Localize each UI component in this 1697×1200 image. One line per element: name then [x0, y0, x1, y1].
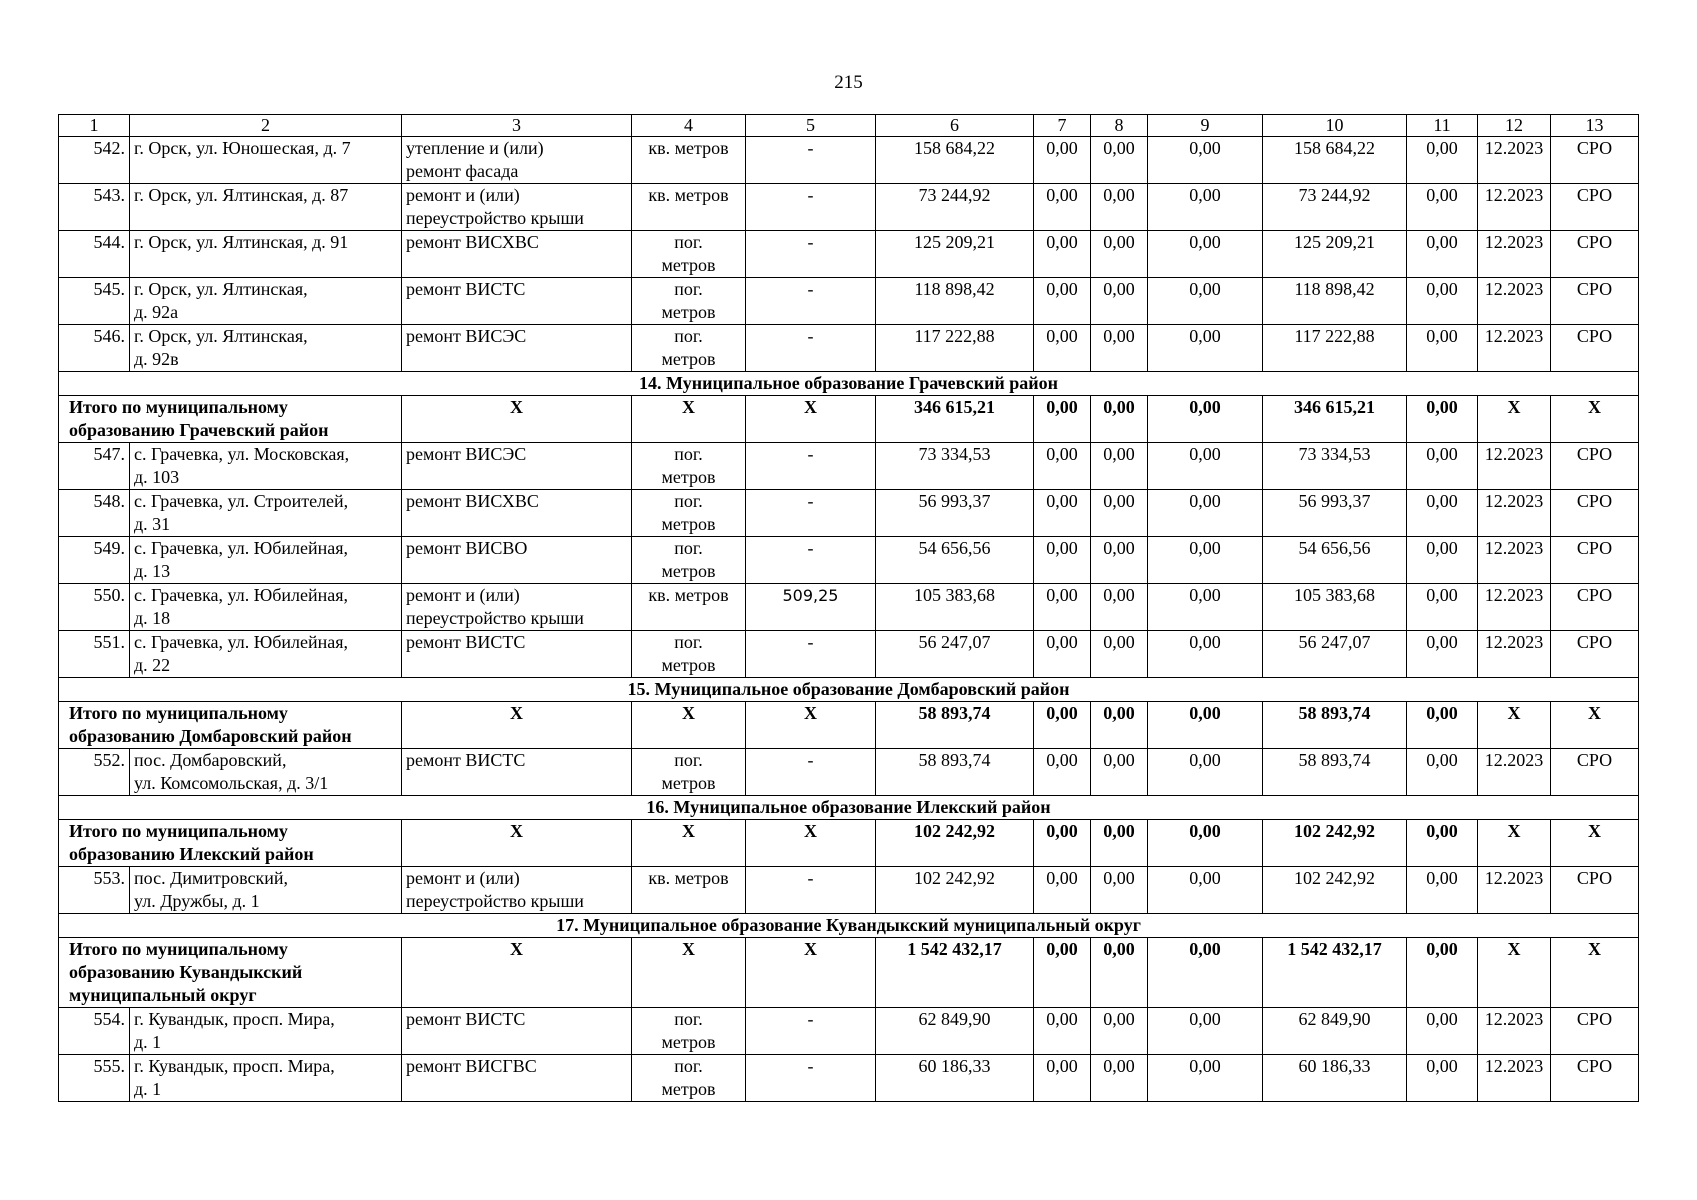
- col7-cell: 0,00: [1034, 231, 1091, 278]
- col8-cell: 0,00: [1091, 443, 1148, 490]
- col10-cell: 117 222,88: [1263, 325, 1407, 372]
- col10-cell: 118 898,42: [1263, 278, 1407, 325]
- table-row: [59, 184, 1639, 231]
- section-header-row: [59, 678, 1639, 702]
- subtotal-label: Итого по муниципальному образованию Илекский район: [59, 820, 402, 867]
- total-cost-cell: 58 893,74: [876, 749, 1034, 796]
- address-cell: г. Орск, ул. Ялтинская, д. 87: [130, 184, 402, 231]
- completion-date-cell: 12.2023: [1478, 1008, 1551, 1055]
- column-header: 4: [632, 115, 746, 137]
- work-type-cell: ремонт ВИСТС: [402, 1008, 632, 1055]
- work-type-cell: ремонт ВИСЭС: [402, 325, 632, 372]
- col7-cell: 0,00: [1034, 1055, 1091, 1102]
- subtotal-col11: 0,00: [1407, 396, 1478, 443]
- subtotal-label: Итого по муниципальному образованию Грачевский район: [59, 396, 402, 443]
- quantity-cell: -: [746, 867, 876, 914]
- col8-cell: 0,00: [1091, 537, 1148, 584]
- address-cell: с. Грачевка, ул. Юбилейная, д. 13: [130, 537, 402, 584]
- total-cost-cell: 54 656,56: [876, 537, 1034, 584]
- subtotal-col10: 1 542 432,17: [1263, 938, 1407, 1008]
- row-number: 542.: [59, 137, 130, 184]
- subtotal-col5: Х: [746, 938, 876, 1008]
- col8-cell: 0,00: [1091, 184, 1148, 231]
- col9-cell: 0,00: [1148, 231, 1263, 278]
- col7-cell: 0,00: [1034, 137, 1091, 184]
- method-cell: СРО: [1551, 278, 1639, 325]
- subtotal-row: [59, 938, 1639, 1008]
- col9-cell: 0,00: [1148, 584, 1263, 631]
- table-body: [59, 115, 1639, 1102]
- section-title: 17. Муниципальное образование Кувандыкский муниципальный округ: [59, 914, 1639, 938]
- subtotal-col10: 58 893,74: [1263, 702, 1407, 749]
- address-cell: с. Грачевка, ул. Юбилейная, д. 22: [130, 631, 402, 678]
- total-cost-cell: 158 684,22: [876, 137, 1034, 184]
- col11-cell: 0,00: [1407, 443, 1478, 490]
- subtotal-col11: 0,00: [1407, 820, 1478, 867]
- col11-cell: 0,00: [1407, 537, 1478, 584]
- row-number: 548.: [59, 490, 130, 537]
- work-type-cell: ремонт и (или) переустройство крыши: [402, 584, 632, 631]
- column-header: 11: [1407, 115, 1478, 137]
- column-header: 5: [746, 115, 876, 137]
- subtotal-cost: 58 893,74: [876, 702, 1034, 749]
- quantity-cell: -: [746, 443, 876, 490]
- registry-table: [58, 114, 1639, 1102]
- quantity-cell: -: [746, 631, 876, 678]
- completion-date-cell: 12.2023: [1478, 537, 1551, 584]
- subtotal-col12: Х: [1478, 702, 1551, 749]
- unit-cell: кв. метров: [632, 184, 746, 231]
- row-number: 551.: [59, 631, 130, 678]
- subtotal-col10: 346 615,21: [1263, 396, 1407, 443]
- subtotal-label: Итого по муниципальному образованию Кувандыкский муниципальный округ: [59, 938, 402, 1008]
- table-row: [59, 537, 1639, 584]
- col7-cell: 0,00: [1034, 278, 1091, 325]
- method-cell: СРО: [1551, 584, 1639, 631]
- column-header: 12: [1478, 115, 1551, 137]
- total-cost-cell: 102 242,92: [876, 867, 1034, 914]
- quantity-cell: 509,25: [746, 584, 876, 631]
- work-type-cell: ремонт ВИСХВС: [402, 490, 632, 537]
- subtotal-col13: Х: [1551, 820, 1639, 867]
- col8-cell: 0,00: [1091, 749, 1148, 796]
- method-cell: СРО: [1551, 184, 1639, 231]
- method-cell: СРО: [1551, 325, 1639, 372]
- address-cell: г. Орск, ул. Ялтинская, д. 91: [130, 231, 402, 278]
- completion-date-cell: 12.2023: [1478, 184, 1551, 231]
- col11-cell: 0,00: [1407, 631, 1478, 678]
- subtotal-col7: 0,00: [1034, 938, 1091, 1008]
- total-cost-cell: 118 898,42: [876, 278, 1034, 325]
- column-header: 2: [130, 115, 402, 137]
- col7-cell: 0,00: [1034, 490, 1091, 537]
- method-cell: СРО: [1551, 867, 1639, 914]
- col11-cell: 0,00: [1407, 325, 1478, 372]
- col9-cell: 0,00: [1148, 490, 1263, 537]
- address-cell: г. Кувандык, просп. Мира, д. 1: [130, 1055, 402, 1102]
- total-cost-cell: 62 849,90: [876, 1008, 1034, 1055]
- total-cost-cell: 56 247,07: [876, 631, 1034, 678]
- completion-date-cell: 12.2023: [1478, 584, 1551, 631]
- row-number: 549.: [59, 537, 130, 584]
- method-cell: СРО: [1551, 1055, 1639, 1102]
- row-number: 552.: [59, 749, 130, 796]
- col7-cell: 0,00: [1034, 443, 1091, 490]
- subtotal-cost: 346 615,21: [876, 396, 1034, 443]
- row-number: 544.: [59, 231, 130, 278]
- work-type-cell: ремонт ВИСТС: [402, 631, 632, 678]
- subtotal-col10: 102 242,92: [1263, 820, 1407, 867]
- total-cost-cell: 73 244,92: [876, 184, 1034, 231]
- subtotal-col4: Х: [632, 396, 746, 443]
- col7-cell: 0,00: [1034, 1008, 1091, 1055]
- subtotal-cost: 1 542 432,17: [876, 938, 1034, 1008]
- col10-cell: 73 334,53: [1263, 443, 1407, 490]
- subtotal-col8: 0,00: [1091, 820, 1148, 867]
- quantity-cell: -: [746, 278, 876, 325]
- subtotal-col5: Х: [746, 396, 876, 443]
- subtotal-col3: Х: [402, 820, 632, 867]
- column-number-header-row: [59, 115, 1639, 137]
- col10-cell: 56 993,37: [1263, 490, 1407, 537]
- col10-cell: 56 247,07: [1263, 631, 1407, 678]
- section-title: 14. Муниципальное образование Грачевский район: [59, 372, 1639, 396]
- subtotal-col9: 0,00: [1148, 938, 1263, 1008]
- completion-date-cell: 12.2023: [1478, 490, 1551, 537]
- subtotal-col13: Х: [1551, 938, 1639, 1008]
- work-type-cell: ремонт и (или) переустройство крыши: [402, 867, 632, 914]
- unit-cell: пог. метров: [632, 631, 746, 678]
- total-cost-cell: 60 186,33: [876, 1055, 1034, 1102]
- unit-cell: пог. метров: [632, 1008, 746, 1055]
- col8-cell: 0,00: [1091, 631, 1148, 678]
- unit-cell: пог. метров: [632, 490, 746, 537]
- subtotal-col3: Х: [402, 702, 632, 749]
- work-type-cell: ремонт ВИСТС: [402, 278, 632, 325]
- completion-date-cell: 12.2023: [1478, 749, 1551, 796]
- table-row: [59, 1055, 1639, 1102]
- quantity-cell: -: [746, 137, 876, 184]
- col7-cell: 0,00: [1034, 325, 1091, 372]
- page-number: 215: [834, 72, 863, 93]
- col9-cell: 0,00: [1148, 1055, 1263, 1102]
- address-cell: с. Грачевка, ул. Строителей, д. 31: [130, 490, 402, 537]
- subtotal-col3: Х: [402, 938, 632, 1008]
- address-cell: г. Орск, ул. Ялтинская, д. 92в: [130, 325, 402, 372]
- col9-cell: 0,00: [1148, 867, 1263, 914]
- subtotal-col13: Х: [1551, 396, 1639, 443]
- col10-cell: 105 383,68: [1263, 584, 1407, 631]
- col10-cell: 62 849,90: [1263, 1008, 1407, 1055]
- subtotal-col8: 0,00: [1091, 938, 1148, 1008]
- col10-cell: 54 656,56: [1263, 537, 1407, 584]
- subtotal-col8: 0,00: [1091, 396, 1148, 443]
- column-header: 9: [1148, 115, 1263, 137]
- subtotal-col9: 0,00: [1148, 702, 1263, 749]
- total-cost-cell: 56 993,37: [876, 490, 1034, 537]
- subtotal-col7: 0,00: [1034, 702, 1091, 749]
- col8-cell: 0,00: [1091, 584, 1148, 631]
- completion-date-cell: 12.2023: [1478, 1055, 1551, 1102]
- col11-cell: 0,00: [1407, 137, 1478, 184]
- total-cost-cell: 125 209,21: [876, 231, 1034, 278]
- unit-cell: пог. метров: [632, 231, 746, 278]
- col9-cell: 0,00: [1148, 537, 1263, 584]
- col10-cell: 158 684,22: [1263, 137, 1407, 184]
- column-header: 1: [59, 115, 130, 137]
- table-row: [59, 443, 1639, 490]
- row-number: 550.: [59, 584, 130, 631]
- row-number: 555.: [59, 1055, 130, 1102]
- quantity-cell: -: [746, 184, 876, 231]
- address-cell: пос. Димитровский, ул. Дружбы, д. 1: [130, 867, 402, 914]
- table-row: [59, 867, 1639, 914]
- quantity-cell: -: [746, 1008, 876, 1055]
- col8-cell: 0,00: [1091, 137, 1148, 184]
- subtotal-col4: Х: [632, 702, 746, 749]
- unit-cell: кв. метров: [632, 867, 746, 914]
- unit-cell: пог. метров: [632, 749, 746, 796]
- col7-cell: 0,00: [1034, 184, 1091, 231]
- column-header: 13: [1551, 115, 1639, 137]
- completion-date-cell: 12.2023: [1478, 325, 1551, 372]
- column-header: 10: [1263, 115, 1407, 137]
- table-row: [59, 231, 1639, 278]
- col11-cell: 0,00: [1407, 867, 1478, 914]
- completion-date-cell: 12.2023: [1478, 867, 1551, 914]
- col9-cell: 0,00: [1148, 325, 1263, 372]
- col10-cell: 60 186,33: [1263, 1055, 1407, 1102]
- subtotal-col4: Х: [632, 938, 746, 1008]
- col7-cell: 0,00: [1034, 867, 1091, 914]
- col9-cell: 0,00: [1148, 184, 1263, 231]
- subtotal-label: Итого по муниципальному образованию Домбаровский район: [59, 702, 402, 749]
- completion-date-cell: 12.2023: [1478, 443, 1551, 490]
- subtotal-col9: 0,00: [1148, 820, 1263, 867]
- method-cell: СРО: [1551, 631, 1639, 678]
- col11-cell: 0,00: [1407, 1008, 1478, 1055]
- quantity-cell: -: [746, 231, 876, 278]
- subtotal-col11: 0,00: [1407, 938, 1478, 1008]
- method-cell: СРО: [1551, 537, 1639, 584]
- table-row: [59, 137, 1639, 184]
- subtotal-col5: Х: [746, 702, 876, 749]
- unit-cell: кв. метров: [632, 137, 746, 184]
- col8-cell: 0,00: [1091, 490, 1148, 537]
- work-type-cell: ремонт ВИСТС: [402, 749, 632, 796]
- col11-cell: 0,00: [1407, 278, 1478, 325]
- table-row: [59, 1008, 1639, 1055]
- work-type-cell: утепление и (или) ремонт фасада: [402, 137, 632, 184]
- subtotal-col8: 0,00: [1091, 702, 1148, 749]
- col10-cell: 102 242,92: [1263, 867, 1407, 914]
- row-number: 546.: [59, 325, 130, 372]
- work-type-cell: ремонт ВИСВО: [402, 537, 632, 584]
- subtotal-col3: Х: [402, 396, 632, 443]
- method-cell: СРО: [1551, 231, 1639, 278]
- section-header-row: [59, 372, 1639, 396]
- section-header-row: [59, 914, 1639, 938]
- col8-cell: 0,00: [1091, 1008, 1148, 1055]
- col10-cell: 125 209,21: [1263, 231, 1407, 278]
- subtotal-col12: Х: [1478, 938, 1551, 1008]
- unit-cell: пог. метров: [632, 325, 746, 372]
- table-row: [59, 749, 1639, 796]
- total-cost-cell: 117 222,88: [876, 325, 1034, 372]
- col9-cell: 0,00: [1148, 278, 1263, 325]
- unit-cell: пог. метров: [632, 443, 746, 490]
- column-header: 3: [402, 115, 632, 137]
- subtotal-col12: Х: [1478, 396, 1551, 443]
- unit-cell: пог. метров: [632, 1055, 746, 1102]
- method-cell: СРО: [1551, 443, 1639, 490]
- col11-cell: 0,00: [1407, 584, 1478, 631]
- subtotal-col11: 0,00: [1407, 702, 1478, 749]
- subtotal-col5: Х: [746, 820, 876, 867]
- address-cell: с. Грачевка, ул. Московская, д. 103: [130, 443, 402, 490]
- unit-cell: пог. метров: [632, 537, 746, 584]
- column-header: 7: [1034, 115, 1091, 137]
- quantity-cell: -: [746, 490, 876, 537]
- completion-date-cell: 12.2023: [1478, 631, 1551, 678]
- col7-cell: 0,00: [1034, 631, 1091, 678]
- work-type-cell: ремонт ВИСГВС: [402, 1055, 632, 1102]
- completion-date-cell: 12.2023: [1478, 278, 1551, 325]
- completion-date-cell: 12.2023: [1478, 231, 1551, 278]
- table-row: [59, 325, 1639, 372]
- col9-cell: 0,00: [1148, 749, 1263, 796]
- col9-cell: 0,00: [1148, 443, 1263, 490]
- table-row: [59, 490, 1639, 537]
- col8-cell: 0,00: [1091, 231, 1148, 278]
- unit-cell: пог. метров: [632, 278, 746, 325]
- col11-cell: 0,00: [1407, 749, 1478, 796]
- table-row: [59, 278, 1639, 325]
- column-header: 6: [876, 115, 1034, 137]
- col8-cell: 0,00: [1091, 278, 1148, 325]
- row-number: 547.: [59, 443, 130, 490]
- work-type-cell: ремонт ВИСХВС: [402, 231, 632, 278]
- quantity-cell: -: [746, 1055, 876, 1102]
- work-type-cell: ремонт ВИСЭС: [402, 443, 632, 490]
- method-cell: СРО: [1551, 1008, 1639, 1055]
- address-cell: г. Орск, ул. Ялтинская, д. 92а: [130, 278, 402, 325]
- address-cell: пос. Домбаровский, ул. Комсомольская, д. 3/1: [130, 749, 402, 796]
- col7-cell: 0,00: [1034, 537, 1091, 584]
- subtotal-col13: Х: [1551, 702, 1639, 749]
- subtotal-cost: 102 242,92: [876, 820, 1034, 867]
- col11-cell: 0,00: [1407, 490, 1478, 537]
- method-cell: СРО: [1551, 490, 1639, 537]
- table-row: [59, 631, 1639, 678]
- col11-cell: 0,00: [1407, 1055, 1478, 1102]
- row-number: 553.: [59, 867, 130, 914]
- table-row: [59, 584, 1639, 631]
- address-cell: г. Кувандык, просп. Мира, д. 1: [130, 1008, 402, 1055]
- col11-cell: 0,00: [1407, 231, 1478, 278]
- total-cost-cell: 73 334,53: [876, 443, 1034, 490]
- method-cell: СРО: [1551, 137, 1639, 184]
- quantity-cell: -: [746, 749, 876, 796]
- column-header: 8: [1091, 115, 1148, 137]
- row-number: 543.: [59, 184, 130, 231]
- section-title: 15. Муниципальное образование Домбаровский район: [59, 678, 1639, 702]
- subtotal-row: [59, 396, 1639, 443]
- subtotal-row: [59, 820, 1639, 867]
- work-type-cell: ремонт и (или) переустройство крыши: [402, 184, 632, 231]
- col8-cell: 0,00: [1091, 1055, 1148, 1102]
- completion-date-cell: 12.2023: [1478, 137, 1551, 184]
- col8-cell: 0,00: [1091, 867, 1148, 914]
- quantity-cell: -: [746, 325, 876, 372]
- subtotal-col7: 0,00: [1034, 396, 1091, 443]
- col9-cell: 0,00: [1148, 1008, 1263, 1055]
- unit-cell: кв. метров: [632, 584, 746, 631]
- section-title: 16. Муниципальное образование Илекский район: [59, 796, 1639, 820]
- col8-cell: 0,00: [1091, 325, 1148, 372]
- subtotal-row: [59, 702, 1639, 749]
- row-number: 545.: [59, 278, 130, 325]
- subtotal-col12: Х: [1478, 820, 1551, 867]
- col9-cell: 0,00: [1148, 137, 1263, 184]
- subtotal-col7: 0,00: [1034, 820, 1091, 867]
- address-cell: с. Грачевка, ул. Юбилейная, д. 18: [130, 584, 402, 631]
- subtotal-col9: 0,00: [1148, 396, 1263, 443]
- col10-cell: 58 893,74: [1263, 749, 1407, 796]
- method-cell: СРО: [1551, 749, 1639, 796]
- col7-cell: 0,00: [1034, 749, 1091, 796]
- col7-cell: 0,00: [1034, 584, 1091, 631]
- col9-cell: 0,00: [1148, 631, 1263, 678]
- total-cost-cell: 105 383,68: [876, 584, 1034, 631]
- address-cell: г. Орск, ул. Юношеская, д. 7: [130, 137, 402, 184]
- quantity-cell: -: [746, 537, 876, 584]
- row-number: 554.: [59, 1008, 130, 1055]
- col10-cell: 73 244,92: [1263, 184, 1407, 231]
- section-header-row: [59, 796, 1639, 820]
- col11-cell: 0,00: [1407, 184, 1478, 231]
- subtotal-col4: Х: [632, 820, 746, 867]
